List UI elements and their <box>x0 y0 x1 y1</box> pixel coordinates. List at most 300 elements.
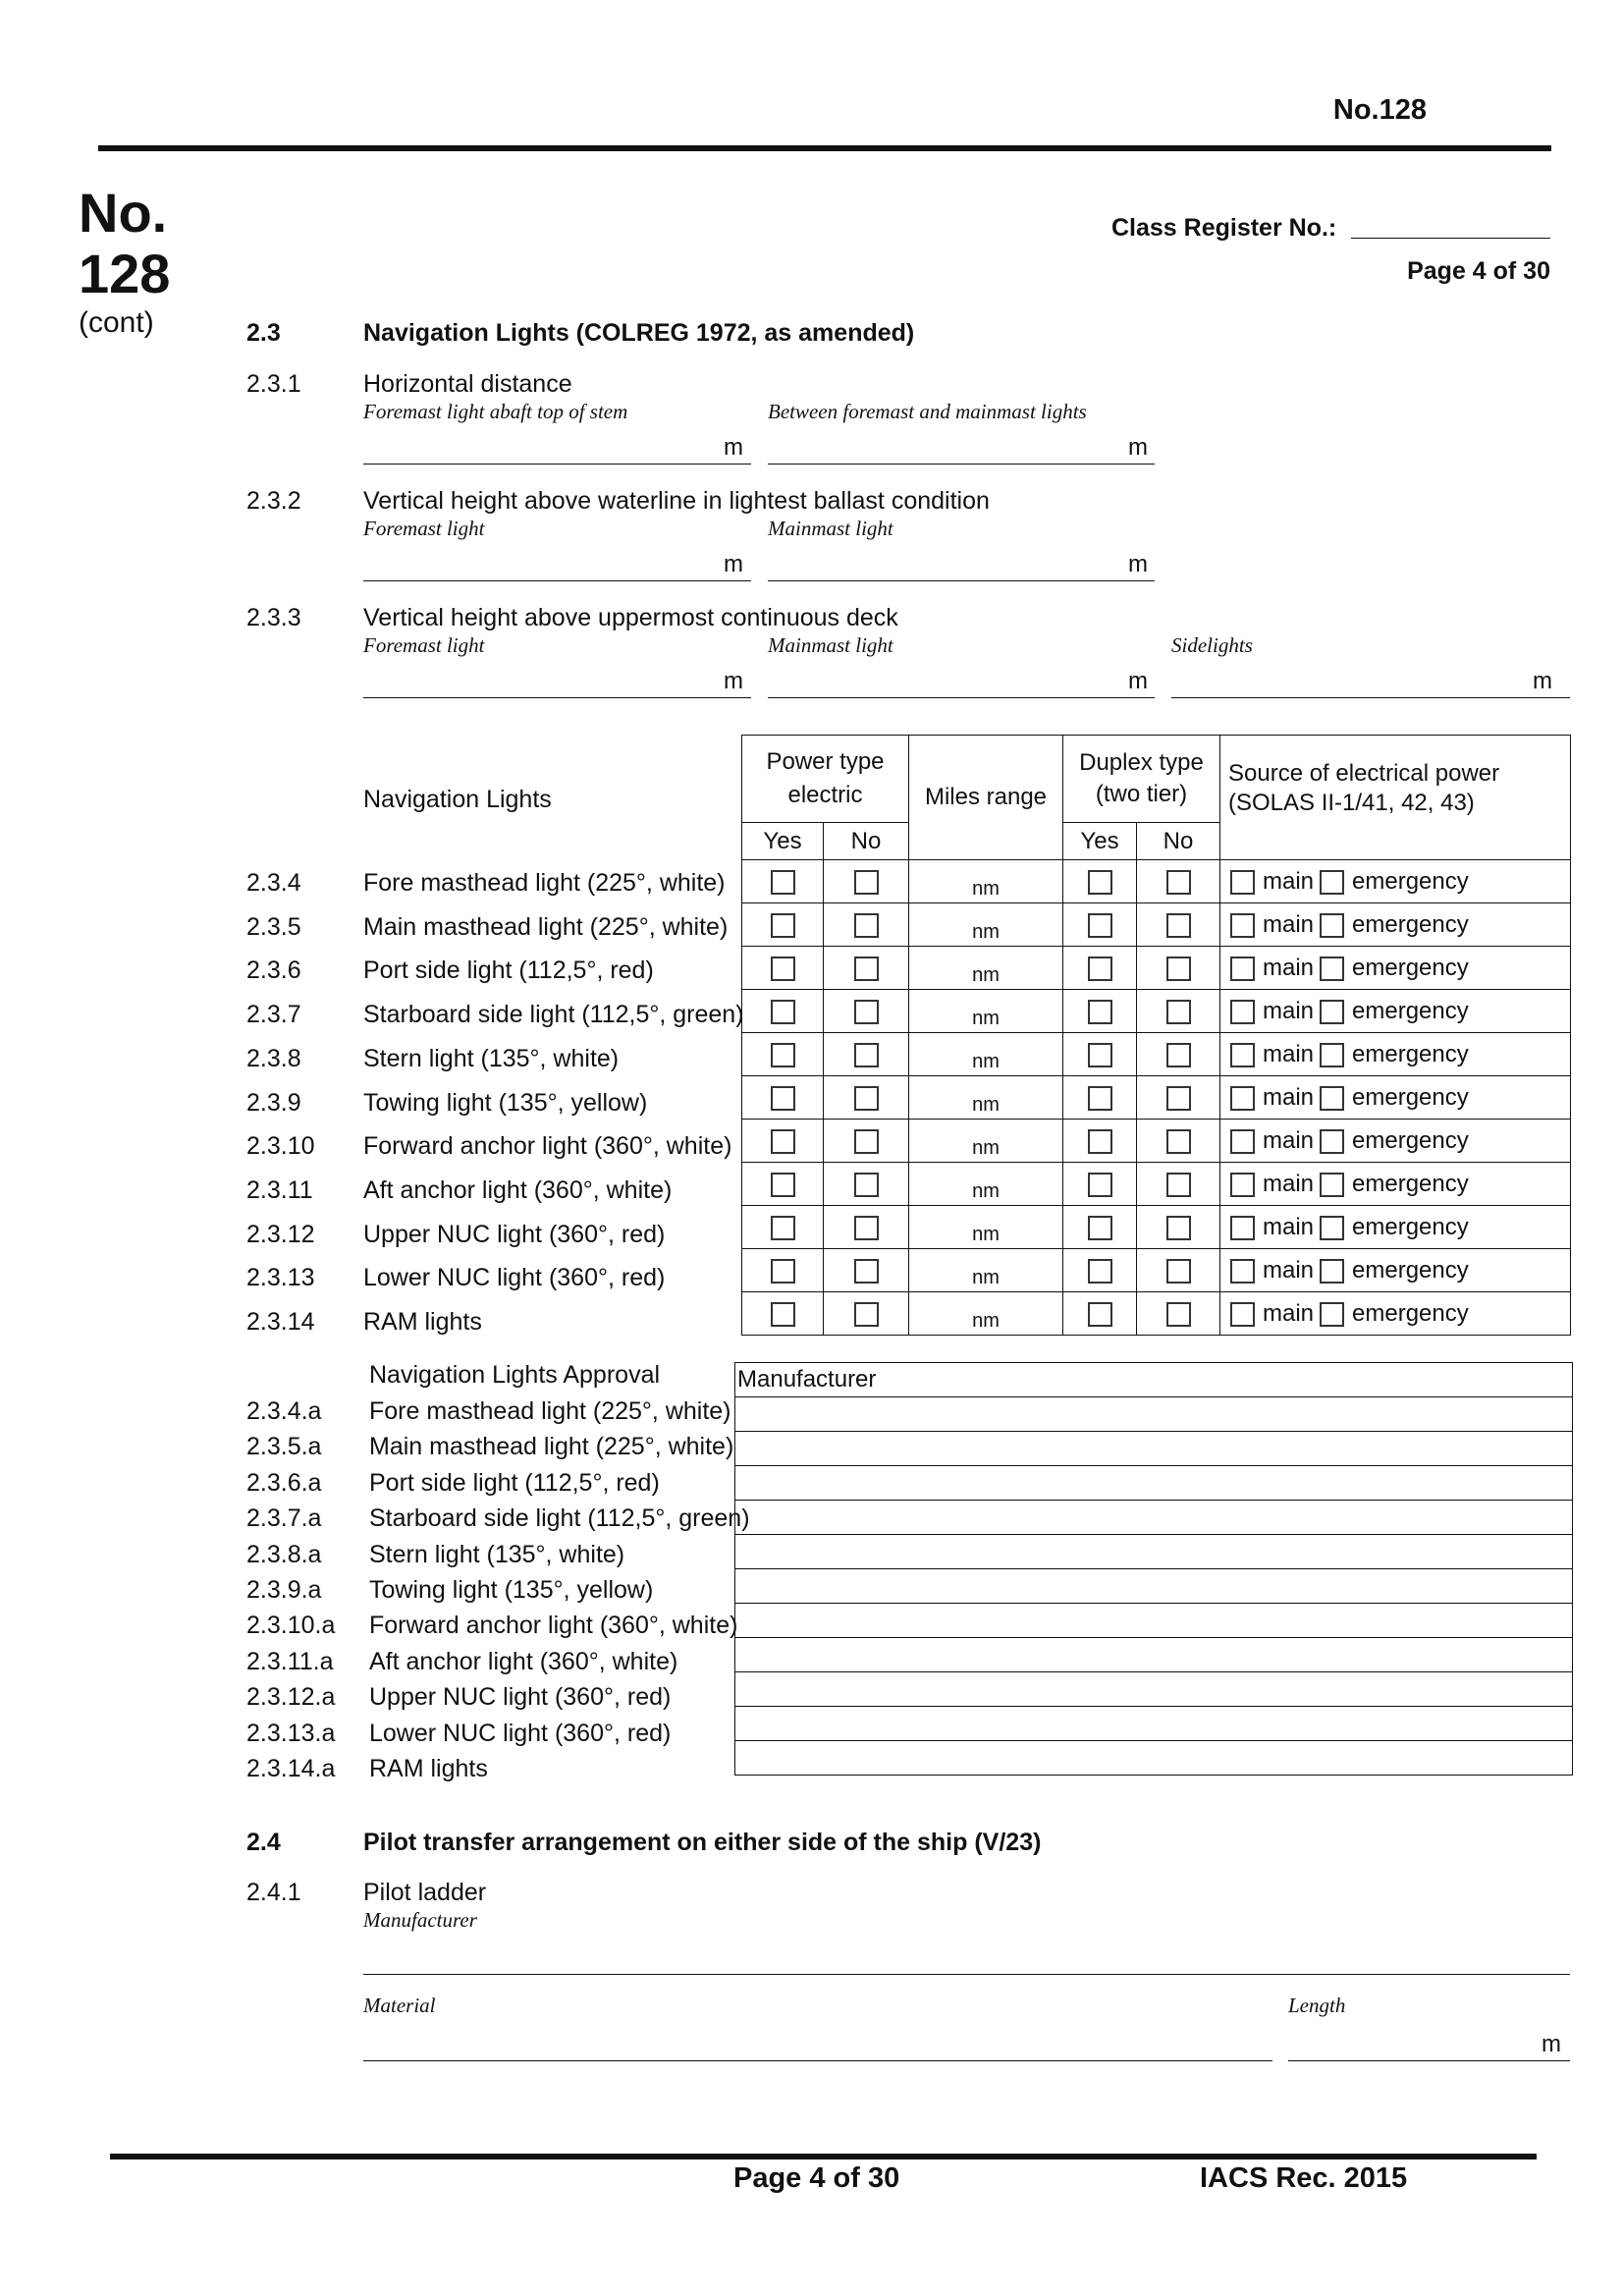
manufacturer-field[interactable] <box>735 1466 1573 1501</box>
duplex-yes-checkbox[interactable] <box>1088 1129 1112 1154</box>
emergency-label: emergency <box>1352 1256 1469 1284</box>
emergency-power-checkbox[interactable] <box>1320 1000 1344 1024</box>
emergency-power-checkbox[interactable] <box>1320 1129 1344 1154</box>
power-yes-checkbox[interactable] <box>771 1259 795 1284</box>
nm-unit: nm <box>972 1179 1000 1202</box>
power-yes-checkbox[interactable] <box>771 1129 795 1154</box>
item-title: Pilot ladder <box>363 1879 487 1906</box>
table-row <box>742 1206 1571 1249</box>
table-cell <box>1063 1206 1137 1249</box>
manufacturer-field[interactable] <box>735 1604 1573 1638</box>
table-cell <box>824 1292 909 1336</box>
power-no-checkbox[interactable] <box>854 957 879 981</box>
manufacturer-field[interactable] <box>735 1397 1573 1432</box>
duplex-yes-checkbox[interactable] <box>1088 957 1112 981</box>
miles-range-field[interactable] <box>909 1206 1063 1249</box>
manufacturer-field[interactable] <box>735 1638 1573 1672</box>
table-cell <box>1063 1292 1137 1336</box>
approval-label: Starboard side light (112,5°, green) <box>369 1504 750 1533</box>
duplex-yes-checkbox[interactable] <box>1088 870 1112 895</box>
table-cell <box>1137 1292 1220 1336</box>
manufacturer-field[interactable] <box>735 1569 1573 1604</box>
item-number: 2.3.8.a <box>246 1540 322 1568</box>
footer-rule <box>110 2154 1537 2159</box>
emergency-label: emergency <box>1352 1083 1469 1111</box>
table-row <box>735 1741 1573 1776</box>
table-row <box>742 947 1571 990</box>
item-title: Vertical height above waterline in lightest ballast condition <box>363 487 990 515</box>
main-label: main <box>1263 1299 1315 1327</box>
duplex-no-checkbox[interactable] <box>1166 957 1191 981</box>
miles-range-field[interactable] <box>909 1292 1063 1336</box>
duplex-no-checkbox[interactable] <box>1166 870 1191 895</box>
item-title: Vertical height above uppermost continuous deck <box>363 604 898 631</box>
manufacturer-field[interactable] <box>735 1741 1573 1776</box>
power-source-header <box>1220 736 1571 860</box>
manufacturer-field[interactable] <box>735 1501 1573 1535</box>
table-cell <box>742 1120 824 1163</box>
table-row <box>735 1501 1573 1535</box>
pilot-ladder-length-field[interactable] <box>1288 2060 1570 2061</box>
sidelights-deck-field[interactable] <box>1171 697 1570 698</box>
table-cell <box>1063 990 1137 1033</box>
miles-range-field[interactable] <box>909 990 1063 1033</box>
document-number: No.128 <box>1332 94 1427 126</box>
field-label: Material <box>363 1994 436 2017</box>
duplex-no-checkbox[interactable] <box>1166 1043 1191 1067</box>
unit-label: m <box>724 551 743 577</box>
table-cell <box>1137 1033 1220 1076</box>
power-source-cell <box>1220 1249 1571 1292</box>
field-label: Foremast light <box>363 517 485 540</box>
table-row <box>735 1397 1573 1432</box>
duplex-no-checkbox[interactable] <box>1166 1302 1191 1327</box>
main-label: main <box>1263 1126 1315 1154</box>
main-power-checkbox[interactable] <box>1230 1129 1255 1154</box>
nav-light-label: Towing light (135°, yellow) <box>363 1088 648 1117</box>
item-number: 2.3.13.a <box>246 1719 336 1747</box>
table-cell <box>824 1163 909 1206</box>
power-no-checkbox[interactable] <box>854 1086 879 1111</box>
item-number: 2.3.9 <box>246 1088 301 1117</box>
table-cell <box>1137 860 1220 903</box>
power-yes-checkbox[interactable] <box>771 1173 795 1197</box>
nav-light-label: Aft anchor light (360°, white) <box>363 1175 673 1204</box>
table-row <box>735 1569 1573 1604</box>
side-cont: (cont) <box>79 306 154 339</box>
item-number: 2.3.14 <box>246 1308 315 1336</box>
emergency-power-checkbox[interactable] <box>1320 1043 1344 1067</box>
power-source-cell <box>1220 1033 1571 1076</box>
main-power-checkbox[interactable] <box>1230 1216 1255 1240</box>
duplex-yes-checkbox[interactable] <box>1088 1216 1112 1240</box>
power-source-cell <box>1220 1163 1571 1206</box>
item-number: 2.3.12.a <box>246 1683 336 1712</box>
manufacturer-table <box>734 1362 1573 1776</box>
table-cell <box>824 1033 909 1076</box>
table-row <box>735 1604 1573 1638</box>
manufacturer-header: Manufacturer <box>735 1363 1573 1397</box>
nm-unit: nm <box>972 1266 1000 1288</box>
emergency-power-checkbox[interactable] <box>1320 1302 1344 1327</box>
nav-light-label: Lower NUC light (360°, red) <box>363 1264 666 1292</box>
miles-range-field[interactable] <box>909 947 1063 990</box>
nm-unit: nm <box>972 1136 1000 1159</box>
table-cell <box>1137 990 1220 1033</box>
emergency-power-checkbox[interactable] <box>1320 1173 1344 1197</box>
power-type-label: electric <box>787 782 863 808</box>
unit-label: m <box>1542 2031 1561 2057</box>
unit-label: m <box>1128 434 1148 461</box>
table-cell <box>1063 1163 1137 1206</box>
unit-label: m <box>724 668 743 694</box>
table-row <box>742 903 1571 947</box>
item-number: 2.3.8 <box>246 1044 301 1072</box>
item-number: 2.3.13 <box>246 1264 315 1292</box>
power-no-checkbox[interactable] <box>854 870 879 895</box>
item-number: 2.3.4.a <box>246 1397 322 1425</box>
nm-unit: nm <box>972 1223 1000 1245</box>
nav-light-label: Main masthead light (225°, white) <box>363 912 729 941</box>
table-row <box>742 1292 1571 1336</box>
duplex-no-checkbox[interactable] <box>1166 1173 1191 1197</box>
duplex-yes-checkbox[interactable] <box>1088 1259 1112 1284</box>
approval-label: RAM lights <box>369 1755 488 1782</box>
item-number: 2.3.6.a <box>246 1468 322 1497</box>
table-cell <box>1137 1076 1220 1120</box>
footer-rec: IACS Rec. 2015 <box>1200 2162 1408 2194</box>
main-power-checkbox[interactable] <box>1230 1086 1255 1111</box>
table-cell <box>1137 1163 1220 1206</box>
item-number: 2.3.2 <box>246 487 301 515</box>
page-indicator: Page 4 of 30 <box>1407 257 1550 285</box>
table-cell <box>1063 947 1137 990</box>
pilot-ladder-material-field[interactable] <box>363 2060 1272 2061</box>
main-label: main <box>1263 1170 1315 1197</box>
manufacturer-field[interactable] <box>735 1535 1573 1569</box>
power-source-cell <box>1220 947 1571 990</box>
header-rule <box>98 145 1551 151</box>
table-cell <box>742 1292 824 1336</box>
side-number <box>79 183 170 304</box>
item-number: 2.3.5 <box>246 912 301 941</box>
duplex-yes-checkbox[interactable] <box>1088 913 1112 938</box>
power-yes-header: Yes <box>742 823 824 860</box>
duplex-no-header: No <box>1137 823 1220 860</box>
power-source-label: Source of electrical power <box>1228 760 1500 787</box>
manufacturer-field[interactable] <box>735 1672 1573 1707</box>
nm-unit: nm <box>972 1093 1000 1116</box>
power-no-checkbox[interactable] <box>854 1302 879 1327</box>
manufacturer-field[interactable] <box>735 1432 1573 1466</box>
mainmast-deck-field[interactable] <box>768 697 1155 698</box>
unit-label: m <box>1128 551 1148 577</box>
table-cell <box>1137 903 1220 947</box>
duplex-no-checkbox[interactable] <box>1166 913 1191 938</box>
nav-light-label: Stern light (135°, white) <box>363 1044 620 1072</box>
nm-unit: nm <box>972 1309 1000 1332</box>
manufacturer-field[interactable] <box>735 1707 1573 1741</box>
mainmast-waterline-field[interactable] <box>768 580 1155 581</box>
main-label: main <box>1263 1083 1315 1111</box>
table-cell <box>1063 903 1137 947</box>
item-title: Horizontal distance <box>363 370 572 398</box>
main-label: main <box>1263 910 1315 938</box>
table-cell <box>1137 1120 1220 1163</box>
power-no-checkbox[interactable] <box>854 1216 879 1240</box>
miles-range-field[interactable] <box>909 1120 1063 1163</box>
power-no-checkbox[interactable] <box>854 1173 879 1197</box>
item-number: 2.3.11 <box>246 1175 313 1204</box>
table-cell <box>742 1163 824 1206</box>
table-cell <box>824 1076 909 1120</box>
nav-light-label: Upper NUC light (360°, red) <box>363 1220 666 1248</box>
table-row <box>735 1707 1573 1741</box>
emergency-power-checkbox[interactable] <box>1320 870 1344 895</box>
approval-label: Aft anchor light (360°, white) <box>369 1647 678 1675</box>
duplex-no-checkbox[interactable] <box>1166 1086 1191 1111</box>
pilot-ladder-manufacturer-field[interactable] <box>363 1974 1570 1975</box>
main-power-checkbox[interactable] <box>1230 1302 1255 1327</box>
table-row <box>742 1249 1571 1292</box>
nav-lights-heading: Navigation Lights <box>363 786 552 813</box>
table-row <box>742 860 1571 903</box>
power-type-label: Power type <box>766 748 885 775</box>
approval-label: Main masthead light (225°, white) <box>369 1433 734 1461</box>
duplex-no-checkbox[interactable] <box>1166 1129 1191 1154</box>
main-power-checkbox[interactable] <box>1230 1043 1255 1067</box>
miles-range-field[interactable] <box>909 1076 1063 1120</box>
power-yes-checkbox[interactable] <box>771 913 795 938</box>
approval-label: Stern light (135°, white) <box>369 1540 625 1568</box>
main-label: main <box>1263 1040 1315 1067</box>
side-number-line2: 128 <box>79 243 171 304</box>
emergency-power-checkbox[interactable] <box>1320 913 1344 938</box>
main-label: main <box>1263 867 1315 895</box>
main-power-checkbox[interactable] <box>1230 1000 1255 1024</box>
table-cell <box>1063 1076 1137 1120</box>
emergency-label: emergency <box>1352 1170 1469 1197</box>
foremast-deck-field[interactable] <box>363 697 751 698</box>
emergency-label: emergency <box>1352 867 1469 895</box>
table-cell <box>1063 1120 1137 1163</box>
field-label: Between foremast and mainmast lights <box>768 400 1087 423</box>
item-number: 2.3.9.a <box>246 1576 322 1604</box>
section-title: Navigation Lights (COLREG 1972, as amended) <box>363 319 915 347</box>
main-power-checkbox[interactable] <box>1230 913 1255 938</box>
duplex-yes-checkbox[interactable] <box>1088 1302 1112 1327</box>
emergency-power-checkbox[interactable] <box>1320 1259 1344 1284</box>
approval-label: Upper NUC light (360°, red) <box>369 1683 672 1712</box>
item-number: 2.3.7 <box>246 1001 301 1029</box>
duplex-type-label: Duplex type <box>1079 749 1204 776</box>
table-cell <box>824 1120 909 1163</box>
power-source-cell <box>1220 903 1571 947</box>
table-cell <box>1063 1249 1137 1292</box>
item-number: 2.3.4 <box>246 869 301 897</box>
item-number: 2.3.5.a <box>246 1433 322 1461</box>
table-cell <box>824 947 909 990</box>
power-no-checkbox[interactable] <box>854 1000 879 1024</box>
footer-page: Page 4 of 30 <box>733 2162 900 2194</box>
item-number: 2.3.6 <box>246 957 301 985</box>
duplex-type-header <box>1063 736 1220 823</box>
duplex-yes-checkbox[interactable] <box>1088 1086 1112 1111</box>
duplex-yes-checkbox[interactable] <box>1088 1173 1112 1197</box>
field-label: Foremast light abaft top of stem <box>363 400 628 423</box>
foremast-abaft-stem-field[interactable] <box>363 464 751 465</box>
power-yes-checkbox[interactable] <box>771 1086 795 1111</box>
power-yes-checkbox[interactable] <box>771 957 795 981</box>
table-row <box>735 1535 1573 1569</box>
approval-heading: Navigation Lights Approval <box>369 1361 661 1389</box>
table-cell <box>742 1206 824 1249</box>
emergency-label: emergency <box>1352 1040 1469 1067</box>
table-row <box>742 1120 1571 1163</box>
unit-label: m <box>724 434 743 461</box>
field-label: Sidelights <box>1171 633 1253 657</box>
power-yes-checkbox[interactable] <box>771 870 795 895</box>
duplex-yes-checkbox[interactable] <box>1088 1043 1112 1067</box>
emergency-label: emergency <box>1352 910 1469 938</box>
power-source-cell <box>1220 1206 1571 1249</box>
item-number: 2.3.1 <box>246 370 301 398</box>
main-label: main <box>1263 954 1315 981</box>
table-row <box>742 990 1571 1033</box>
miles-range-field[interactable] <box>909 860 1063 903</box>
table-cell <box>742 860 824 903</box>
unit-label: m <box>1533 668 1552 694</box>
duplex-yes-checkbox[interactable] <box>1088 1000 1112 1024</box>
main-power-checkbox[interactable] <box>1230 870 1255 895</box>
table-cell <box>742 1076 824 1120</box>
miles-range-field[interactable] <box>909 1033 1063 1076</box>
item-number: 2.3.10.a <box>246 1612 336 1640</box>
miles-range-field[interactable] <box>909 1163 1063 1206</box>
emergency-label: emergency <box>1352 1126 1469 1154</box>
table-cell <box>1063 860 1137 903</box>
power-yes-checkbox[interactable] <box>771 1000 795 1024</box>
table-cell <box>824 990 909 1033</box>
duplex-type-label: (two tier) <box>1095 781 1188 807</box>
nm-unit: nm <box>972 1007 1000 1029</box>
power-no-checkbox[interactable] <box>854 1129 879 1154</box>
nav-light-label: RAM lights <box>363 1308 482 1336</box>
table-cell <box>742 903 824 947</box>
main-label: main <box>1263 997 1315 1024</box>
main-power-checkbox[interactable] <box>1230 1259 1255 1284</box>
duplex-no-checkbox[interactable] <box>1166 1216 1191 1240</box>
nav-light-label: Starboard side light (112,5°, green) <box>363 1001 744 1029</box>
side-number-line1: No. <box>79 182 168 244</box>
power-no-header: No <box>824 823 909 860</box>
duplex-no-checkbox[interactable] <box>1166 1000 1191 1024</box>
emergency-label: emergency <box>1352 997 1469 1024</box>
approval-label: Lower NUC light (360°, red) <box>369 1719 672 1747</box>
duplex-yes-header: Yes <box>1063 823 1137 860</box>
power-yes-checkbox[interactable] <box>771 1302 795 1327</box>
field-label: Manufacturer <box>363 1908 477 1932</box>
table-cell <box>824 860 909 903</box>
table-row <box>742 1033 1571 1076</box>
item-number: 2.3.3 <box>246 604 301 631</box>
field-label: Mainmast light <box>768 517 893 540</box>
item-number: 2.3.11.a <box>246 1647 334 1675</box>
nav-light-label: Fore masthead light (225°, white) <box>363 869 726 897</box>
table-cell <box>742 1249 824 1292</box>
unit-label: m <box>1128 668 1148 694</box>
item-number: 2.3.7.a <box>246 1504 322 1533</box>
item-number: 2.3.12 <box>246 1220 315 1248</box>
power-source-cell <box>1220 1120 1571 1163</box>
table-cell <box>1137 1206 1220 1249</box>
section-number: 2.3 <box>246 319 281 347</box>
table-row <box>735 1672 1573 1707</box>
nm-unit: nm <box>972 877 1000 900</box>
nav-light-label: Forward anchor light (360°, white) <box>363 1132 732 1161</box>
power-no-checkbox[interactable] <box>854 913 879 938</box>
nm-unit: nm <box>972 920 1000 943</box>
emergency-power-checkbox[interactable] <box>1320 1216 1344 1240</box>
main-power-checkbox[interactable] <box>1230 957 1255 981</box>
approval-label: Forward anchor light (360°, white) <box>369 1612 738 1640</box>
section-title: Pilot transfer arrangement on either side of the ship (V/23) <box>363 1829 1042 1856</box>
table-cell <box>824 903 909 947</box>
power-no-checkbox[interactable] <box>854 1259 879 1284</box>
emergency-power-checkbox[interactable] <box>1320 1086 1344 1111</box>
nav-light-label: Port side light (112,5°, red) <box>363 957 654 985</box>
class-register-field[interactable] <box>1351 238 1550 239</box>
nm-unit: nm <box>972 1050 1000 1072</box>
approval-label: Towing light (135°, yellow) <box>369 1576 654 1604</box>
table-cell <box>1063 1033 1137 1076</box>
miles-range-header: Miles range <box>909 736 1063 860</box>
class-register-label: Class Register No.: <box>1111 214 1337 242</box>
emergency-label: emergency <box>1352 954 1469 981</box>
main-label: main <box>1263 1256 1315 1284</box>
table-cell <box>824 1249 909 1292</box>
nm-unit: nm <box>972 963 1000 986</box>
power-yes-checkbox[interactable] <box>771 1216 795 1240</box>
table-cell <box>1137 1249 1220 1292</box>
table-row <box>735 1466 1573 1501</box>
power-source-cell <box>1220 1076 1571 1120</box>
emergency-label: emergency <box>1352 1299 1469 1327</box>
emergency-label: emergency <box>1352 1213 1469 1240</box>
power-source-cell <box>1220 990 1571 1033</box>
power-source-label: (SOLAS II-1/41, 42, 43) <box>1228 790 1475 816</box>
foremast-waterline-field[interactable] <box>363 580 751 581</box>
power-source-cell <box>1220 1292 1571 1336</box>
field-label: Mainmast light <box>768 633 893 657</box>
table-row <box>742 1163 1571 1206</box>
main-label: main <box>1263 1213 1315 1240</box>
power-yes-checkbox[interactable] <box>771 1043 795 1067</box>
table-cell <box>742 947 824 990</box>
table-cell <box>824 1206 909 1249</box>
section-number: 2.4 <box>246 1829 281 1856</box>
duplex-no-checkbox[interactable] <box>1166 1259 1191 1284</box>
power-no-checkbox[interactable] <box>854 1043 879 1067</box>
emergency-power-checkbox[interactable] <box>1320 957 1344 981</box>
miles-range-field[interactable] <box>909 903 1063 947</box>
main-power-checkbox[interactable] <box>1230 1173 1255 1197</box>
between-foremast-mainmast-field[interactable] <box>768 464 1155 465</box>
field-label: Foremast light <box>363 633 485 657</box>
table-cell <box>742 990 824 1033</box>
miles-range-field[interactable] <box>909 1249 1063 1292</box>
item-number: 2.3.14.a <box>246 1755 336 1782</box>
